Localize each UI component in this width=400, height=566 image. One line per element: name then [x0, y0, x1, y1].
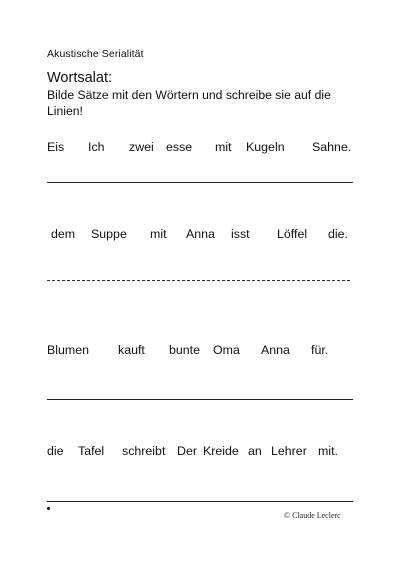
word-tile: die.: [328, 227, 348, 241]
word-tile: Lehrer: [271, 444, 307, 458]
copyright-notice: © Claude Leclerc: [284, 511, 341, 520]
word-tile: schreibt: [122, 444, 166, 458]
word-tile: Der: [177, 444, 197, 458]
word-tile: bunte: [169, 343, 201, 357]
instruction-line-2: Linien!: [47, 104, 83, 118]
worksheet-title: Wortsalat:: [47, 70, 113, 86]
answer-line[interactable]: [47, 182, 353, 183]
word-tile: an: [248, 444, 262, 458]
word-tile: Sahne.: [312, 140, 352, 154]
word-tile: kauft: [118, 343, 145, 357]
word-tile: isst: [231, 227, 250, 241]
stray-dot: [47, 507, 50, 510]
word-tile: zwei: [129, 140, 154, 154]
word-tile: Kreide: [203, 444, 239, 458]
word-tile: esse: [166, 140, 193, 154]
word-tile: für.: [311, 343, 329, 357]
word-tile: die: [47, 444, 64, 458]
answer-line[interactable]: [47, 501, 353, 502]
answer-line[interactable]: [47, 280, 350, 281]
word-tile: mit: [215, 140, 232, 154]
word-tile: Anna: [261, 343, 290, 357]
answer-line[interactable]: [47, 399, 353, 400]
word-tile: Ich: [88, 140, 105, 154]
word-tile: Blumen: [47, 343, 90, 357]
word-tile: Kugeln: [246, 140, 285, 154]
subject-label: Akustische Serialität: [47, 48, 144, 60]
word-tile: Anna: [186, 227, 215, 241]
word-tile: Suppe: [91, 227, 127, 241]
word-tile: Löffel: [277, 227, 308, 241]
word-tile: Tafel: [78, 444, 105, 458]
word-tile: mit.: [318, 444, 338, 458]
instruction-line-1: Bilde Sätze mit den Wörtern und schreibe sie auf die: [47, 88, 331, 102]
word-tile: Oma: [213, 343, 240, 357]
word-tile: Eis: [47, 140, 65, 154]
word-tile: mit: [150, 227, 167, 241]
word-tile: dem: [51, 227, 76, 241]
